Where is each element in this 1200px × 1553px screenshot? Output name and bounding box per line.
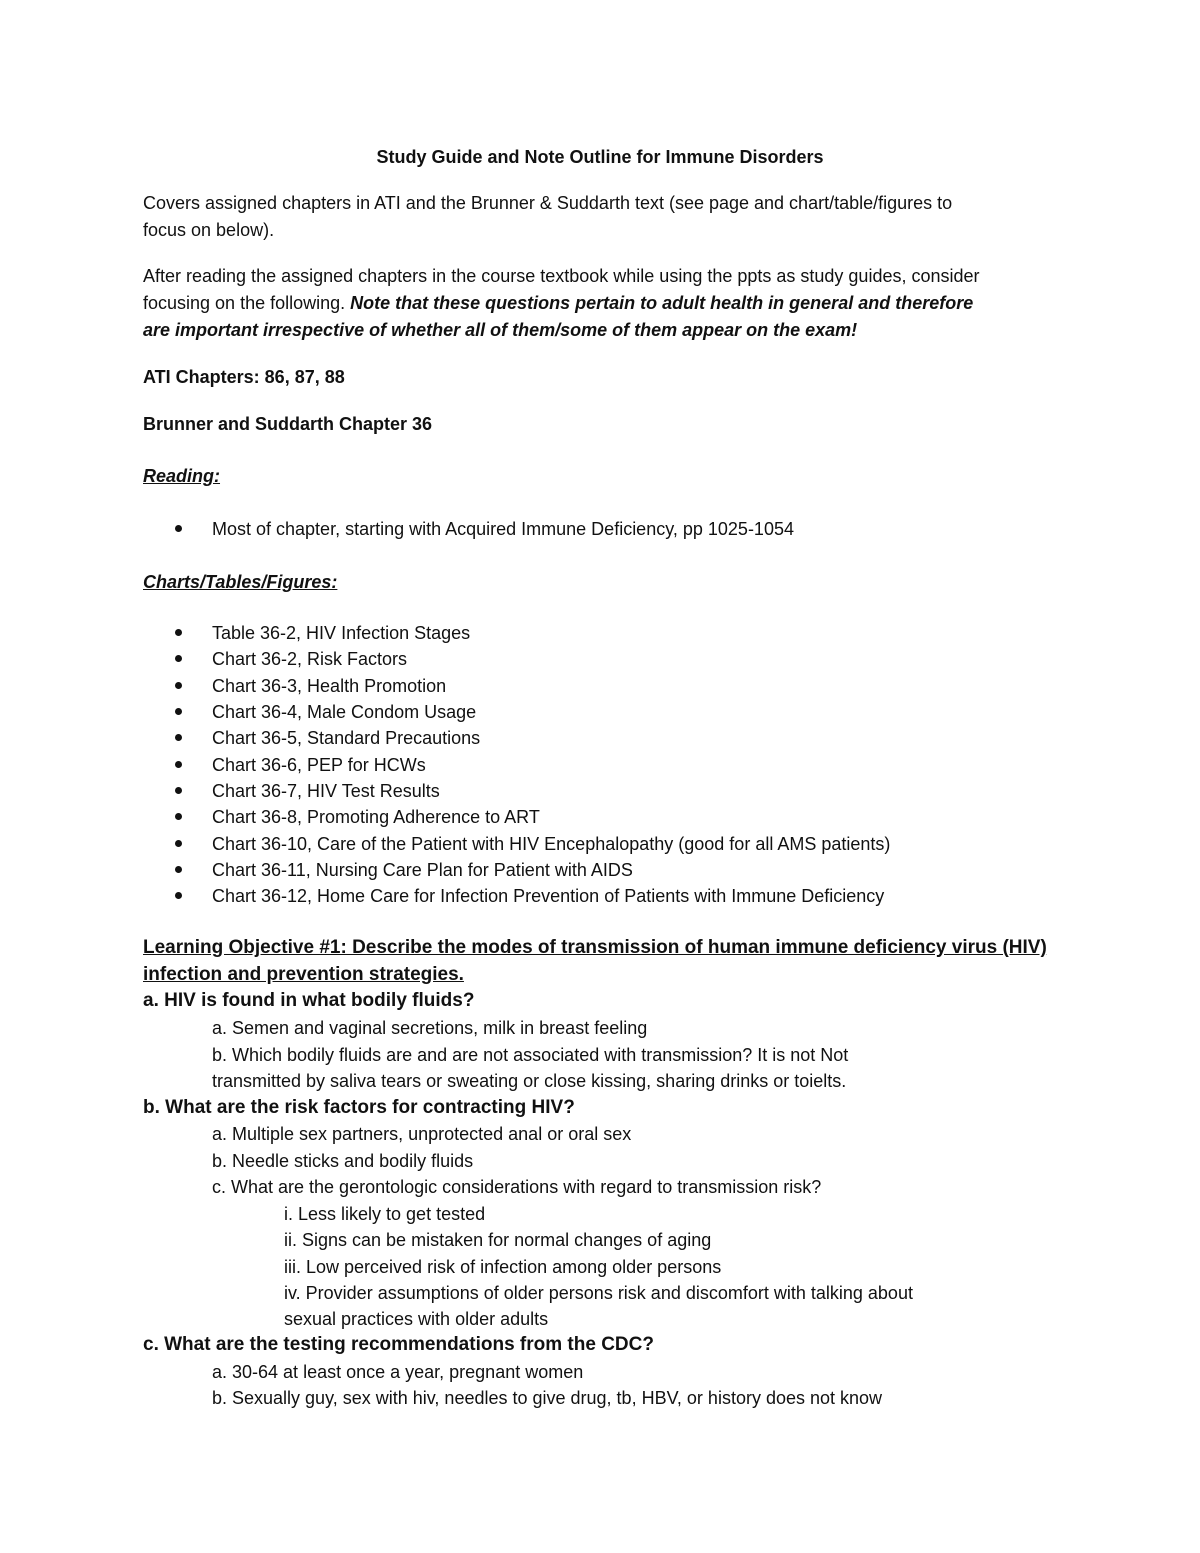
charts-heading: Charts/Tables/Figures: [143, 572, 338, 592]
answer-b-2: b. Needle sticks and bodily fluids [212, 1151, 474, 1171]
answer-c-1: a. 30-64 at least once a year, pregnant women [212, 1362, 584, 1382]
answer-b-3-i: i. Less likely to get tested [284, 1204, 486, 1224]
bullet-icon [175, 813, 182, 820]
bullet-icon [175, 734, 182, 741]
chart-list-item: Chart 36-5, Standard Precautions [212, 728, 481, 748]
answer-b-3: c. What are the gerontologic considerations with regard to transmission risk? [212, 1177, 822, 1197]
para-line-2-emphasis: Note that these questions pertain to adult health in general and therefore [350, 293, 974, 313]
question-b: b. What are the risk factors for contracting HIV? [143, 1097, 575, 1118]
chart-list-item: Chart 36-2, Risk Factors [212, 649, 408, 669]
page-title: Study Guide and Note Outline for Immune Disorders [376, 147, 824, 167]
chart-list-item: Chart 36-10, Care of the Patient with HIV Encephalopathy (good for all AMS patients) [212, 834, 891, 854]
para-line-2 [143, 290, 973, 316]
answer-b-1: a. Multiple sex partners, unprotected anal or oral sex [212, 1124, 632, 1144]
bullet-icon [175, 629, 182, 636]
bullet-icon [175, 655, 182, 662]
chart-list-item: Chart 36-11, Nursing Care Plan for Patient with AIDS [212, 860, 633, 880]
chart-list-item: Table 36-2, HIV Infection Stages [212, 623, 471, 643]
bullet-icon [175, 892, 182, 899]
objective-line-2: infection and prevention strategies. [143, 964, 464, 985]
answer-b-3-iii: iii. Low perceived risk of infection among older persons [284, 1257, 722, 1277]
answer-b-3-iv-line-1: iv. Provider assumptions of older persons risk and discomfort with talking about [284, 1283, 913, 1303]
answer-c-2: b. Sexually guy, sex with hiv, needles to give drug, tb, HBV, or history does not know [212, 1388, 883, 1408]
answer-a-2-line-1: b. Which bodily fluids are and are not associated with transmission? It is not Not [212, 1045, 849, 1065]
chart-list-item: Chart 36-3, Health Promotion [212, 676, 447, 696]
reading-heading: Reading: [143, 466, 221, 486]
chart-list-item: Chart 36-12, Home Care for Infection Prevention of Patients with Immune Deficiency [212, 886, 885, 906]
bullet-icon [175, 525, 182, 532]
intro-line-1: Covers assigned chapters in ATI and the Brunner & Suddarth text (see page and chart/table/figures to [143, 193, 953, 213]
bullet-icon [175, 682, 182, 689]
question-c: c. What are the testing recommendations from the CDC? [143, 1334, 654, 1355]
bullet-icon [175, 866, 182, 873]
answer-b-3-ii: ii. Signs can be mistaken for normal changes of aging [284, 1230, 712, 1250]
chart-list-item: Chart 36-7, HIV Test Results [212, 781, 440, 801]
reading-item: Most of chapter, starting with Acquired Immune Deficiency, pp 1025-1054 [212, 519, 794, 539]
para-line-1: After reading the assigned chapters in the course textbook while using the ppts as study guides, consider [143, 266, 980, 286]
chart-list-item: Chart 36-8, Promoting Adherence to ART [212, 807, 540, 827]
bullet-icon [175, 708, 182, 715]
bullet-icon [175, 840, 182, 847]
answer-b-3-iv-line-2: sexual practices with older adults [284, 1309, 549, 1329]
objective-line-1: Learning Objective #1: Describe the modes of transmission of human immune deficiency virus (HIV) [143, 937, 1047, 958]
intro-line-2: focus on below). [143, 220, 275, 240]
ati-chapters: ATI Chapters: 86, 87, 88 [143, 367, 345, 387]
question-a: a. HIV is found in what bodily fluids? [143, 990, 475, 1011]
answer-a-1: a. Semen and vaginal secretions, milk in breast feeling [212, 1018, 648, 1038]
chart-list-item: Chart 36-4, Male Condom Usage [212, 702, 477, 722]
chart-list-item: Chart 36-6, PEP for HCWs [212, 755, 426, 775]
brunner-chapter: Brunner and Suddarth Chapter 36 [143, 414, 433, 434]
bullet-icon [175, 761, 182, 768]
para-line-2-plain: focusing on the following. [143, 293, 351, 313]
answer-a-2-line-2: transmitted by saliva tears or sweating or close kissing, sharing drinks or toielts. [212, 1071, 847, 1091]
bullet-icon [175, 787, 182, 794]
para-line-3: are important irrespective of whether all of them/some of them appear on the exam! [143, 320, 858, 340]
